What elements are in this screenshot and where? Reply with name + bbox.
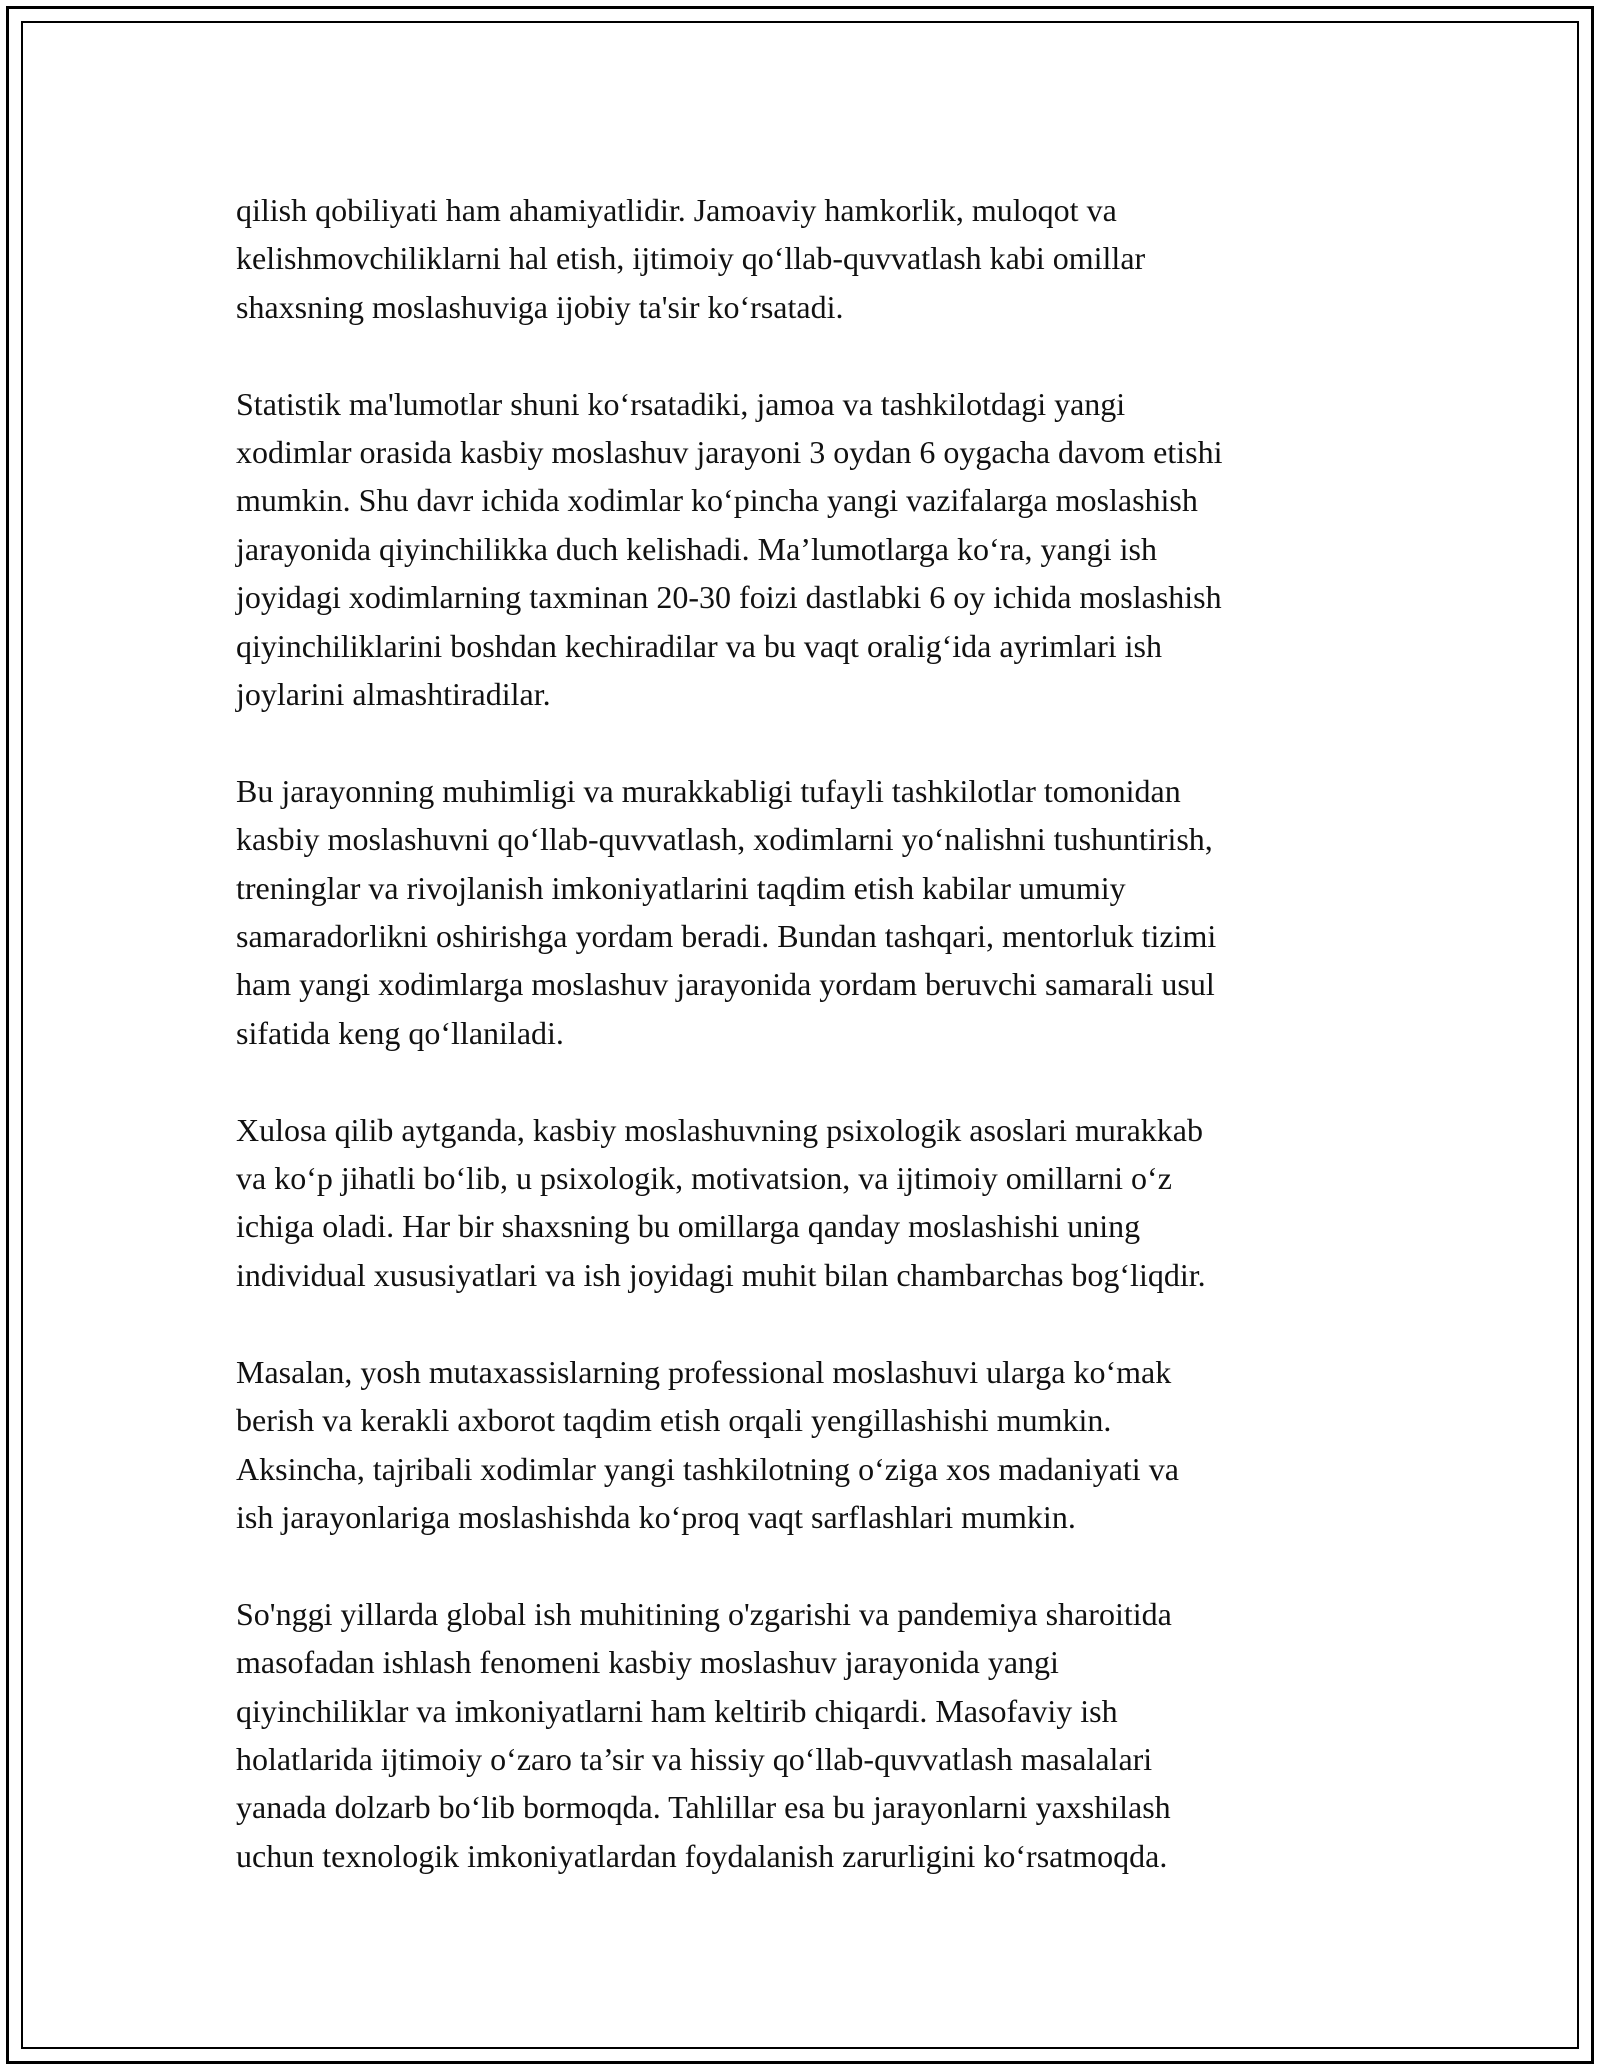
- text-line: jarayonida qiyinchilikka duch kelishadi. Ma’lumotlarga ko‘ra, yangi ish: [236, 530, 1157, 567]
- document-body: [236, 186, 1366, 1929]
- text-line: Bu jarayonning muhimligi va murakkabligi tufayli tashkilotlar tomonidan: [236, 772, 1181, 809]
- text-line: treninglar va rivojlanish imkoniyatlarini taqdim etish kabilar umumiy: [236, 869, 1126, 906]
- text-line: xodimlar orasida kasbiy moslashuv jarayoni 3 oydan 6 oygacha davom etishi: [236, 434, 1223, 471]
- text-line: ham yangi xodimlarga moslashuv jarayonida yordam beruvchi samarali usul: [236, 966, 1215, 1003]
- text-line: qilish qobiliyati ham ahamiyatlidir. Jamoaviy hamkorlik, muloqot va: [236, 192, 1117, 228]
- text-line: yanada dolzarb bo‘lib bormoqda. Tahlillar esa bu jarayonlarni yaxshilash: [236, 1789, 1171, 1826]
- text-line: kasbiy moslashuvni qo‘llab-quvvatlash, xodimlarni yo‘nalishni tushuntirish,: [236, 821, 1213, 858]
- text-line: uchun texnologik imkoniyatlardan foydalanish zarurligini ko‘rsatmoqda.: [236, 1837, 1168, 1874]
- text-line: shaxsning moslashuviga ijobiy ta'sir ko‘rsatadi.: [236, 288, 844, 325]
- text-line: individual xususiyatlari va ish joyidagi muhit bilan chambarchas bog‘liqdir.: [236, 1256, 1206, 1293]
- text-line: qiyinchiliklarini boshdan kechiradilar va bu vaqt oralig‘ida ayrimlari ish: [236, 627, 1162, 664]
- text-line: ichiga oladi. Har bir shaxsning bu omillarga qanday moslashishi uning: [236, 1208, 1141, 1245]
- paragraph-5: [236, 1348, 1366, 1542]
- text-line: joylarini almashtiradilar.: [236, 676, 551, 713]
- paragraph-2: [236, 380, 1366, 719]
- paragraph-1: [236, 186, 1366, 331]
- text-line: joyidagi xodimlarning taxminan 20-30 foizi dastlabki 6 oy ichida moslashish: [236, 579, 1222, 616]
- text-line: Statistik ma'lumotlar shuni ko‘rsatadiki, jamoa va tashkilotdagi yangi: [236, 385, 1126, 422]
- text-line: mumkin. Shu davr ichida xodimlar ko‘pincha yangi vazifalarga moslashish: [236, 482, 1198, 519]
- text-line: Xulosa qilib aytganda, kasbiy moslashuvning psixologik asoslari murakkab: [236, 1111, 1203, 1148]
- text-line: qiyinchiliklar va imkoniyatlarni ham keltirib chiqardi. Masofaviy ish: [236, 1692, 1118, 1729]
- text-line: Aksincha, tajribali xodimlar yangi tashkilotning o‘ziga xos madaniyati va: [236, 1450, 1179, 1487]
- text-line: masofadan ishlash fenomeni kasbiy moslashuv jarayonida yangi: [236, 1644, 1059, 1681]
- text-line: holatlarida ijtimoiy o‘zaro ta’sir va hissiy qo‘llab-quvvatlash masalalari: [236, 1740, 1153, 1777]
- text-line: kelishmovchiliklarni hal etish, ijtimoiy qo‘llab-quvvatlash kabi omillar: [236, 240, 1146, 277]
- text-line: ish jarayonlariga moslashishda ko‘proq vaqt sarflashlari mumkin.: [236, 1498, 1076, 1535]
- text-line: berish va kerakli axborot taqdim etish orqali yengillashishi mumkin.: [236, 1402, 1112, 1439]
- paragraph-4: [236, 1106, 1366, 1300]
- text-line: samaradorlikni oshirishga yordam beradi. Bundan tashqari, mentorluk tizimi: [236, 918, 1217, 955]
- text-line: Masalan, yosh mutaxassislarning professional moslashuvi ularga ko‘mak: [236, 1353, 1172, 1390]
- paragraph-3: [236, 767, 1366, 1057]
- paragraph-6: [236, 1590, 1366, 1880]
- text-line: va ko‘p jihatli bo‘lib, u psixologik, motivatsion, va ijtimoiy omillarni o‘z: [236, 1160, 1172, 1197]
- text-line: So'nggi yillarda global ish muhitining o'zgarishi va pandemiya sharoitida: [236, 1595, 1172, 1632]
- text-line: sifatida keng qo‘llaniladi.: [236, 1014, 564, 1051]
